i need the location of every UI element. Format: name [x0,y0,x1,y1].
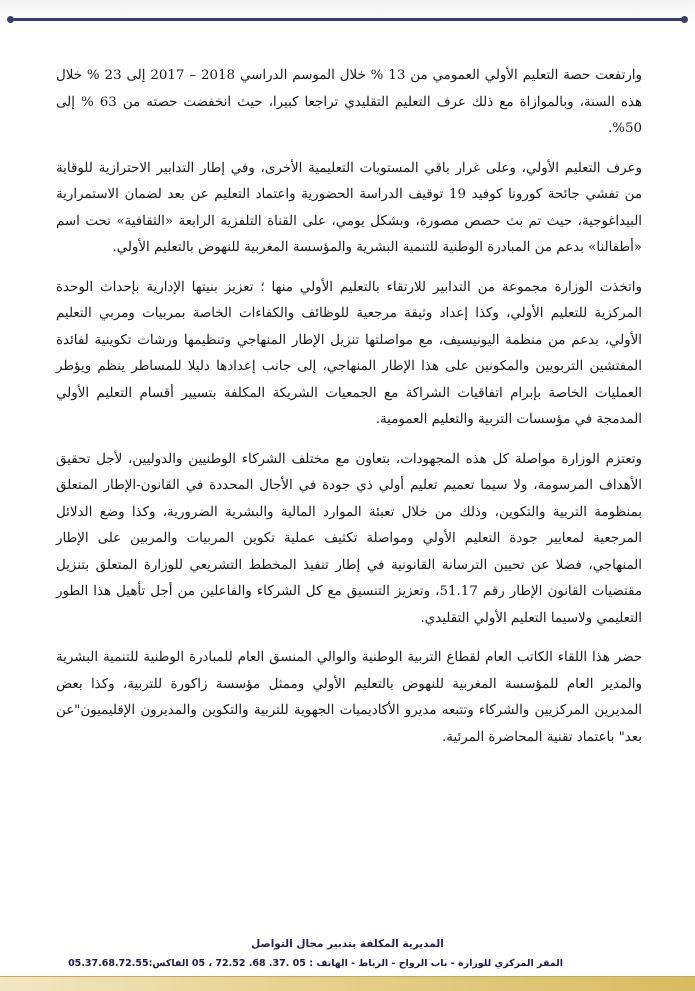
footer-department: المديرية المكلفة بتدبير مجال التواصل [251,938,444,950]
paragraph-attendees: حضر هذا اللقاء الكاتب العام لقطاع التربية الوطنية والوالي المنسق العام للمبادرة الوطنية للتنمية البشرية والمدير العام للمؤسسة المغربية للنهوض بالتعليم الأولي وممثل مؤسسة زاكورة للتربية، وكذا بعض المديرين المركزيين والشركاء وتتبعه مديرو الأكاديميات الجهوية للتربية والتكوين والمديرون الإقليميون"عن بعد" باعتماد تقنية المحاضرة المرئية. [56,650,642,745]
paragraph-ministry-measures: واتخذت الوزارة مجموعة من التدابير للارتقاء بالتعليم الأولي منها ؛ تعزيز بنيتها الإدارية بإحداث الوحدة المركزية للتعليم الأولي، وكذا إعداد وثيقة مرجعية للوظائف والكفاءات الخاصة بمربيات ومربي التعليم الأولي، بدعم من منظمة اليونيسيف، مع مواصلتها تنزيل الإطار المنهاجي وتنظيمها ورشات تكوينية لفائدة المفتشين التربويين والمكونين على هذا الإطار المنهاجي، إلى جانب إعدادها دليلا للمساطر ينظم ويؤطر العمليات الخاصة بإبرام اتفاقيات الشراكة مع الجمعيات الشريكة المكلفة بتسيير أقسام التعليم الأولي المدمجة في مؤسسات التربية والتعليم العمومية. [56,279,642,427]
article-body [56,63,642,764]
page-footer [0,934,695,991]
footer-address-contact: المقر المركزي للوزارة - باب الرواح - الرباط - الهاتف : 05 .37. 68. 72.52 ، 05 الفاكس:05.37.68.72.55 [68,958,563,969]
header-strip [0,0,695,28]
footer-gold-bar [0,977,695,991]
paragraph-remote-learning: وعرف التعليم الأولي، وعلى غرار باقي المستويات التعليمية الأخرى، وفي إطار التدابير الاحترازية للوقاية من تفشي جائحة كورونا كوفيد 19 توقيف الدراسة الحضورية واعتماد التعليم عن بعد لضمان الاستمرارية البيداغوجية، حيث تم بث حصص مصورة، وبشكل يومي، على القناة التلفزية الرابعة «الثقافية» تحت اسم «أطفالنا» بدعم من المبادرة الوطنية للتنمية البشرية والمؤسسة المغربية للنهوض بالتعليم الأولي. [56,160,643,255]
header-divider [10,18,685,21]
paragraph-enrollment-share: وارتفعت حصة التعليم الأولي العمومي من 13 % خلال الموسم الدراسي 2018 – 2017 إلى 23 % خلال هذه السنة، وبالموازاة مع ذلك عرف التعليم التقليدي تراجعا كبيرا، حيث انخفضت حصته من 63 % إلى 50%. [56,68,643,136]
paragraph-future-efforts: وتعتزم الوزارة مواصلة كل هذه المجهودات، بتعاون مع مختلف الشركاء الوطنيين والدوليين، لأجل تحقيق الأهداف المرسومة، ولا سيما تعميم تعليم أولي ذي جودة في الأجال المحددة في القانون-الإطار المتعلق بمنظومة التربية والتكوين، وذلك من خلال تعبئة الموارد المالية والبشرية الضرورية، وكذا وضع الدلائل المرجعية لمعايير جودة التعليم الأولي ومواصلة تكثيف عملية تكوين المربيات والمربين على الإطار المنهاجي، فضلا عن تحيين الترسانة القانونية في إطار تنفيذ المخطط التشريعي للوزارة المتعلق بتنزيل مقتضيات القانون الإطار رقم 51.17، وتعزيز التنسيق مع كل الشركاء والفاعلين من أجل تأهيل هذا الطور التعليمي ولاسيما التعليم الأولي التقليدي. [56,451,642,626]
